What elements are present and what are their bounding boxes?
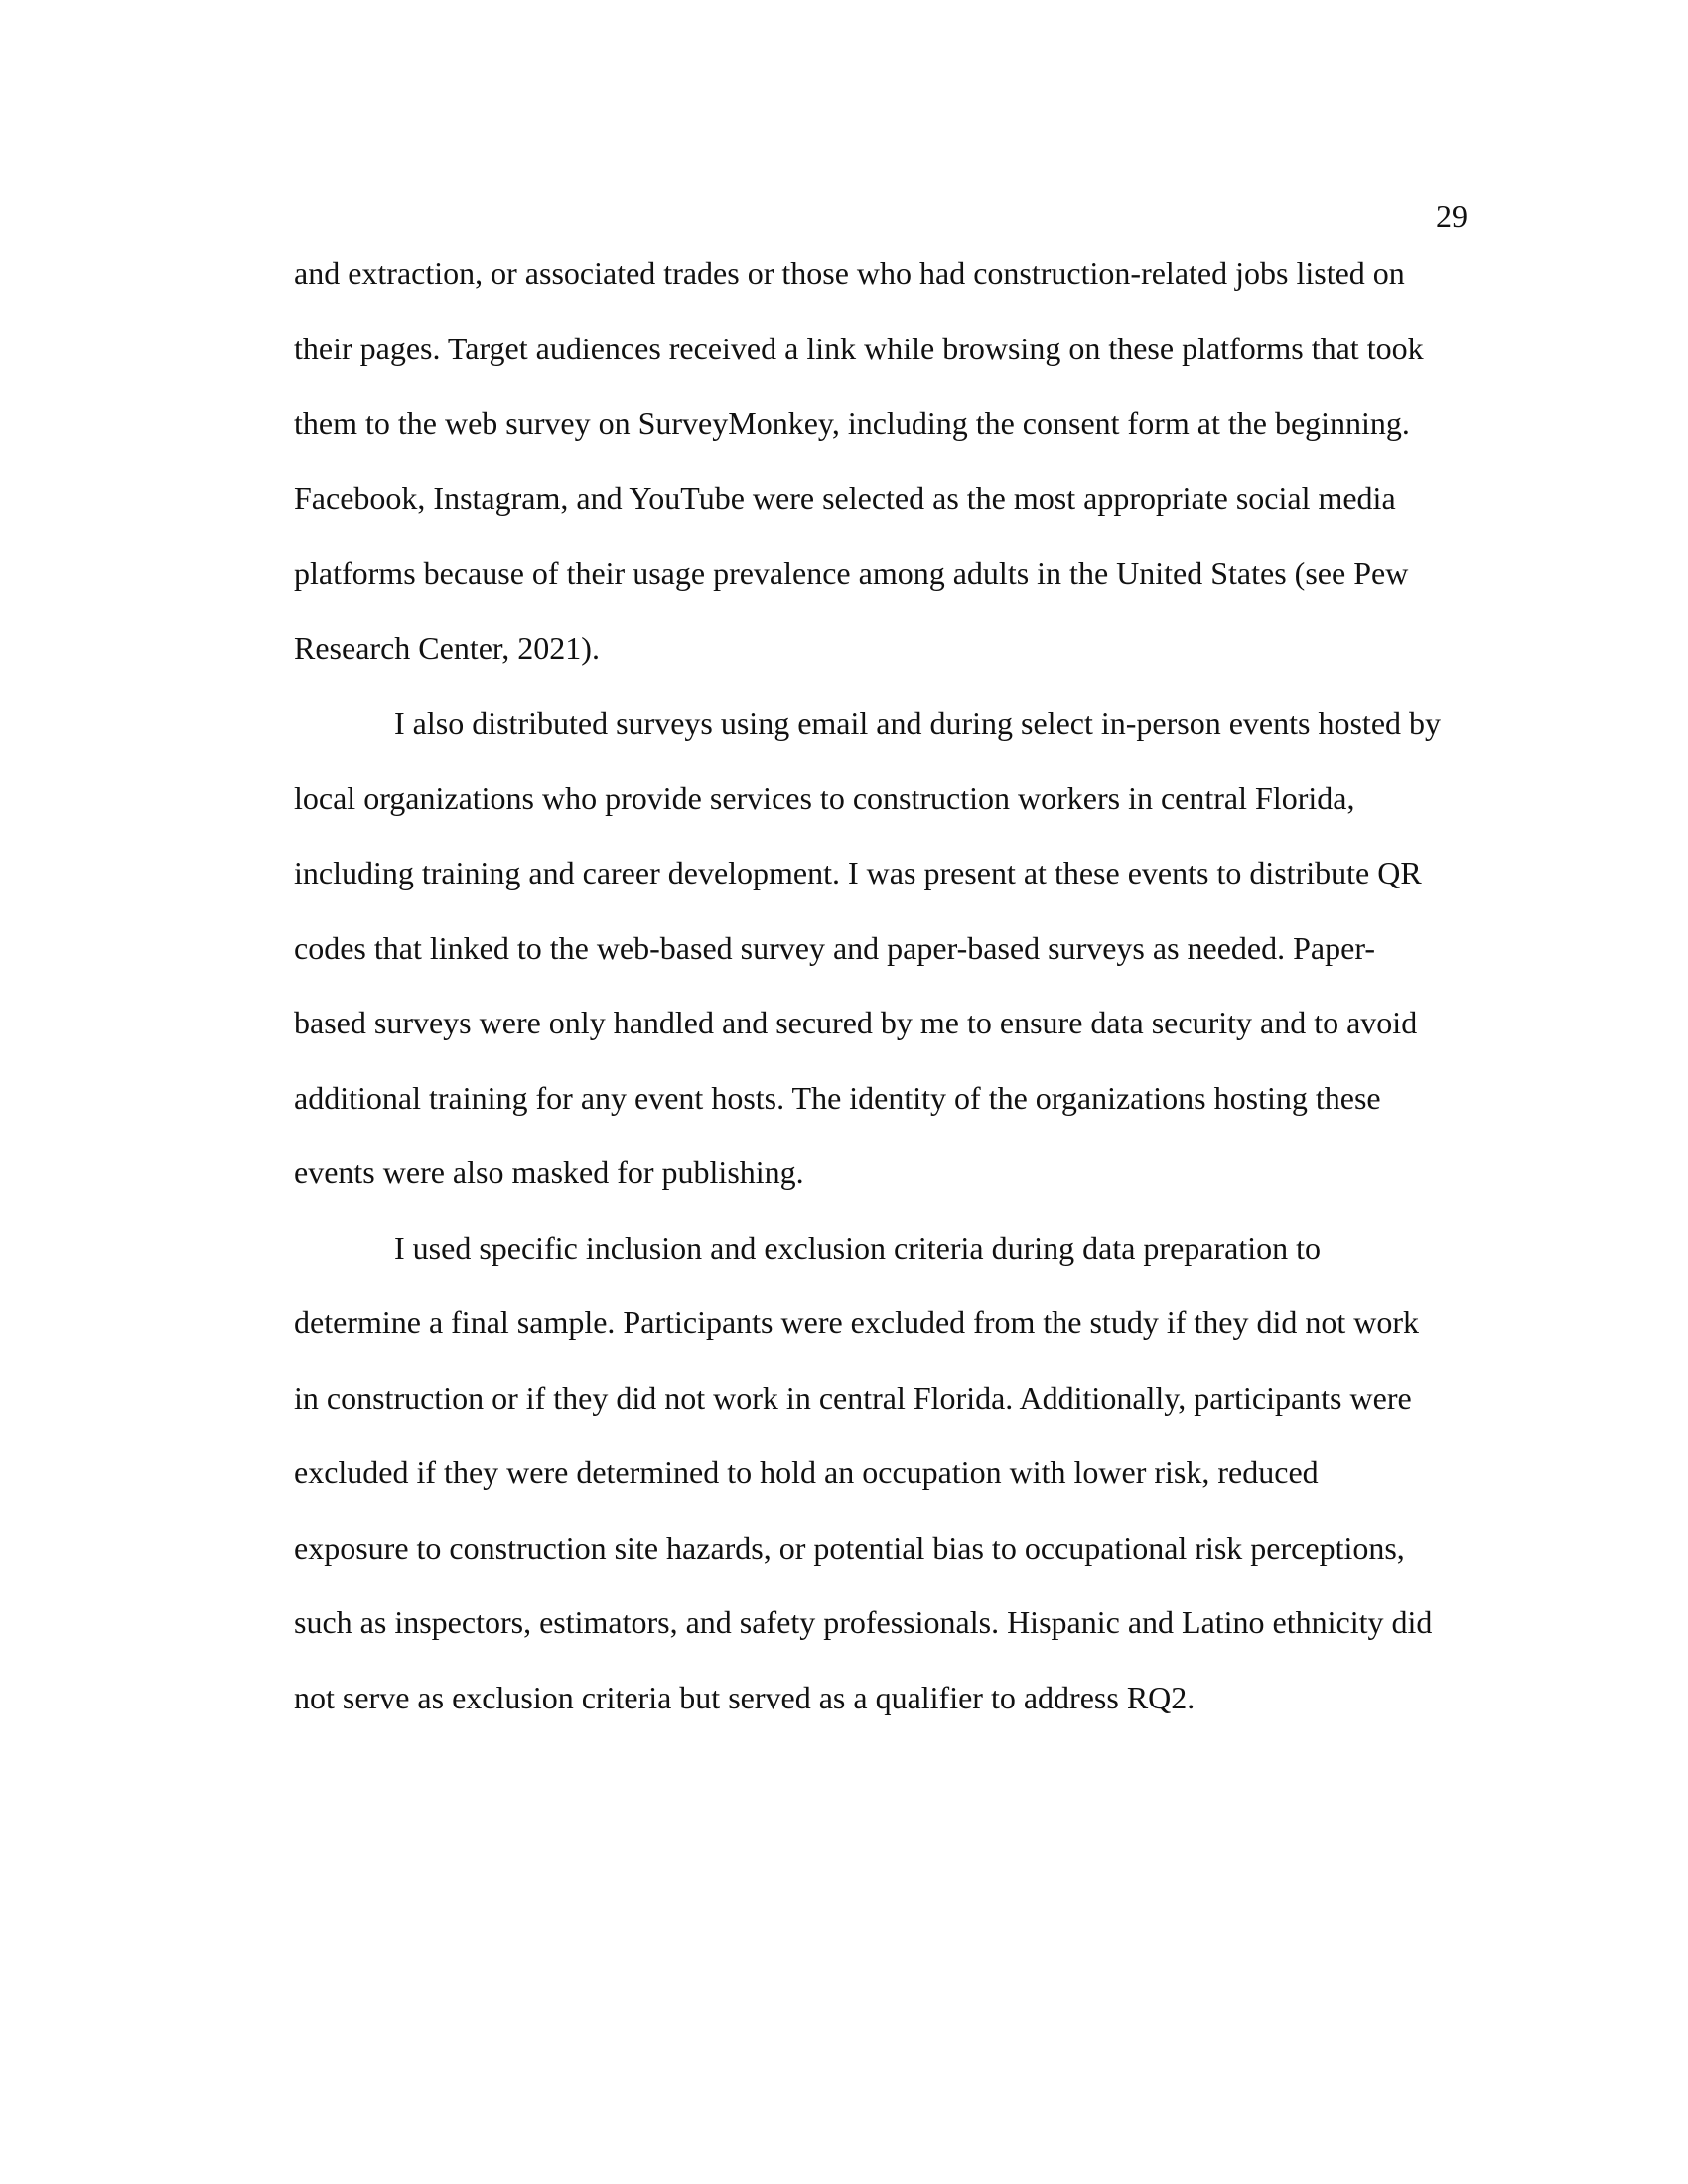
text-line: I also distributed surveys using email and during select in-person events hosted by: [394, 705, 1442, 741]
text-line: and extraction, or associated trades or those who had construction-related jobs listed on: [294, 255, 1405, 291]
text-line: such as inspectors, estimators, and safety professionals. Hispanic and Latino ethnicity did: [294, 1604, 1433, 1640]
text-line: codes that linked to the web-based survey and paper-based surveys as needed. Paper-: [294, 929, 1375, 966]
text-line: I used specific inclusion and exclusion criteria during data preparation to: [394, 1229, 1322, 1266]
text-line: additional training for any event hosts. The identity of the organizations hosting these: [294, 1079, 1381, 1116]
text-line: Research Center, 2021).: [294, 629, 600, 666]
text-line: based surveys were only handled and secured by me to ensure data security and to avoid: [294, 1005, 1418, 1040]
text-line: local organizations who provide services to construction workers in central Florida,: [294, 779, 1355, 816]
text-line: including training and career development. I was present at these events to distribute QR: [294, 855, 1422, 890]
text-line: platforms because of their usage prevalence among adults in the United States (see Pew: [294, 555, 1409, 591]
text-line: in construction or if they did not work in central Florida. Additionally, participants were: [294, 1379, 1412, 1416]
text-line: not serve as exclusion criteria but served as a qualifier to address RQ2.: [294, 1679, 1196, 1715]
text-line: determine a final sample. Participants were excluded from the study if they did not work: [294, 1304, 1419, 1340]
paragraph-survey-distribution: [294, 703, 1471, 1228]
text-line: Facebook, Instagram, and YouTube were selected as the most appropriate social media: [294, 479, 1396, 516]
page-number: 29: [1436, 199, 1468, 234]
paragraph-inclusion-exclusion-criteria: [294, 1228, 1471, 1753]
text-line: events were also masked for publishing.: [294, 1155, 804, 1190]
text-line: them to the web survey on SurveyMonkey, including the consent form at the beginning.: [294, 405, 1410, 441]
document-body: [294, 253, 1471, 1752]
text-line: exposure to construction site hazards, or potential bias to occupational risk perceptions,: [294, 1529, 1405, 1566]
text-line: excluded if they were determined to hold an occupation with lower risk, reduced: [294, 1454, 1319, 1490]
paragraph-recruitment-platforms: [294, 253, 1471, 703]
text-line: their pages. Target audiences received a link while browsing on these platforms that took: [294, 330, 1424, 366]
